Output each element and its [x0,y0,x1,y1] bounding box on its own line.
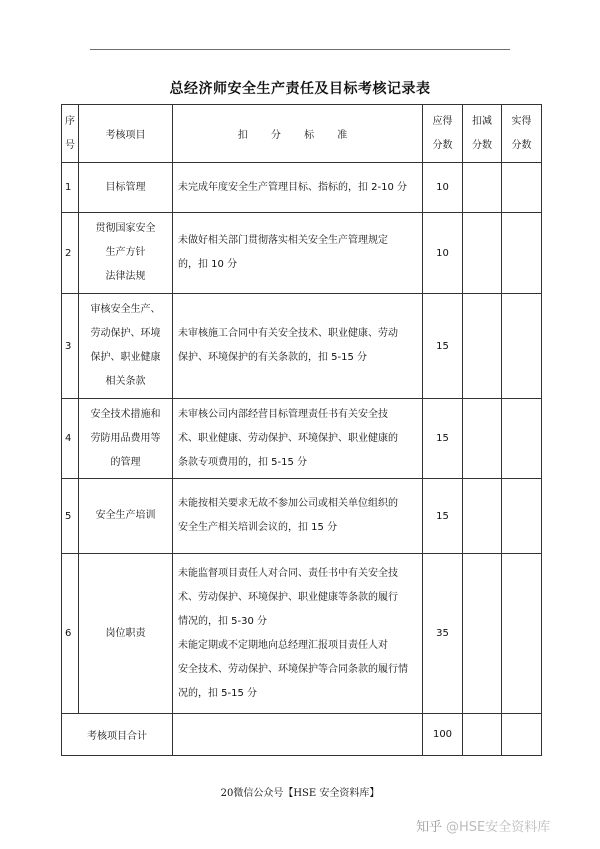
total-label: 考核项目合计 [62,714,173,756]
header-due-score: 应得 分数 [423,105,463,163]
table-row [62,554,542,714]
row-deduct-score [463,554,502,714]
table-row [62,479,542,554]
total-standard [173,714,423,756]
document-title: 总经济师安全生产责任及目标考核记录表 [169,81,431,97]
header-standard: 扣 分 标 准 [173,105,423,163]
row-due-score: 15 [423,479,463,554]
row-deduct-score [463,294,502,399]
row-actual-score [502,213,542,294]
row-item: 安全技术措施和 劳防用品费用等 的管理 [79,399,173,479]
table-row [62,213,542,294]
page-footer: 20微信公众号【HSE 安全资料库】 [220,788,380,799]
row-due-score: 10 [423,163,463,213]
row-deduct-score [463,163,502,213]
row-standard: 未能按相关要求无故不参加公司或相关单位组织的 安全生产相关培训会议的，扣 15 分 [173,479,423,554]
table-total-row [62,714,542,756]
row-due-score: 35 [423,554,463,714]
row-standard: 未能监督项目责任人对合同、责任书中有关安全技 术、劳动保护、环境保护、职业健康等条款的履行 情况的，扣 5-30 分 未能定期或不定期地向总经理汇报项目责任人对 安全技术、劳动保护、环境保护等合同条款的履行情 况的，扣 5-15 分 [173,554,423,714]
row-deduct-score [463,479,502,554]
row-standard: 未审核公司内部经营目标管理责任书有关安全技 术、职业健康、劳动保护、环境保护、职业健康的 条款专项费用的，扣 5-15 分 [173,399,423,479]
row-deduct-score [463,213,502,294]
row-actual-score [502,479,542,554]
row-seq: 4 [62,399,79,479]
row-item: 安全生产培训 [79,479,173,554]
header-seq: 序 号 [62,105,79,163]
table-header-row [62,105,542,163]
row-seq: 1 [62,163,79,213]
row-actual-score [502,554,542,714]
row-due-score: 15 [423,399,463,479]
table-row [62,163,542,213]
row-seq: 2 [62,213,79,294]
row-item: 贯彻国家安全 生产方针 法律法规 [79,213,173,294]
row-seq: 5 [62,479,79,554]
total-due-score: 100 [423,714,463,756]
row-actual-score [502,294,542,399]
row-due-score: 15 [423,294,463,399]
row-deduct-score [463,399,502,479]
row-standard: 未审核施工合同中有关安全技术、职业健康、劳动 保护、环境保护的有关条款的，扣 5-15 分 [173,294,423,399]
total-actual-score [502,714,542,756]
table-row [62,294,542,399]
row-standard: 未完成年度安全生产管理目标、指标的，扣 2-10 分 [173,163,423,213]
header-actual-score: 实得 分数 [502,105,542,163]
row-standard: 未做好相关部门贯彻落实相关安全生产管理规定 的，扣 10 分 [173,213,423,294]
table-row [62,399,542,479]
user-watermark: @HSE安全资料库 [446,820,551,835]
row-actual-score [502,163,542,213]
row-item: 目标管理 [79,163,173,213]
assessment-table [61,104,542,756]
row-seq: 3 [62,294,79,399]
row-actual-score [502,399,542,479]
header-deduct-score: 扣减 分数 [463,105,502,163]
header-item: 考核项目 [79,105,173,163]
row-seq: 6 [62,554,79,714]
zhihu-watermark: 知乎 [416,820,443,835]
total-deduct-score [463,714,502,756]
row-item: 岗位职责 [79,554,173,714]
row-due-score: 10 [423,213,463,294]
row-item: 审核安全生产、 劳动保护、环境 保护、职业健康 相关条款 [79,294,173,399]
top-rule [90,49,510,50]
